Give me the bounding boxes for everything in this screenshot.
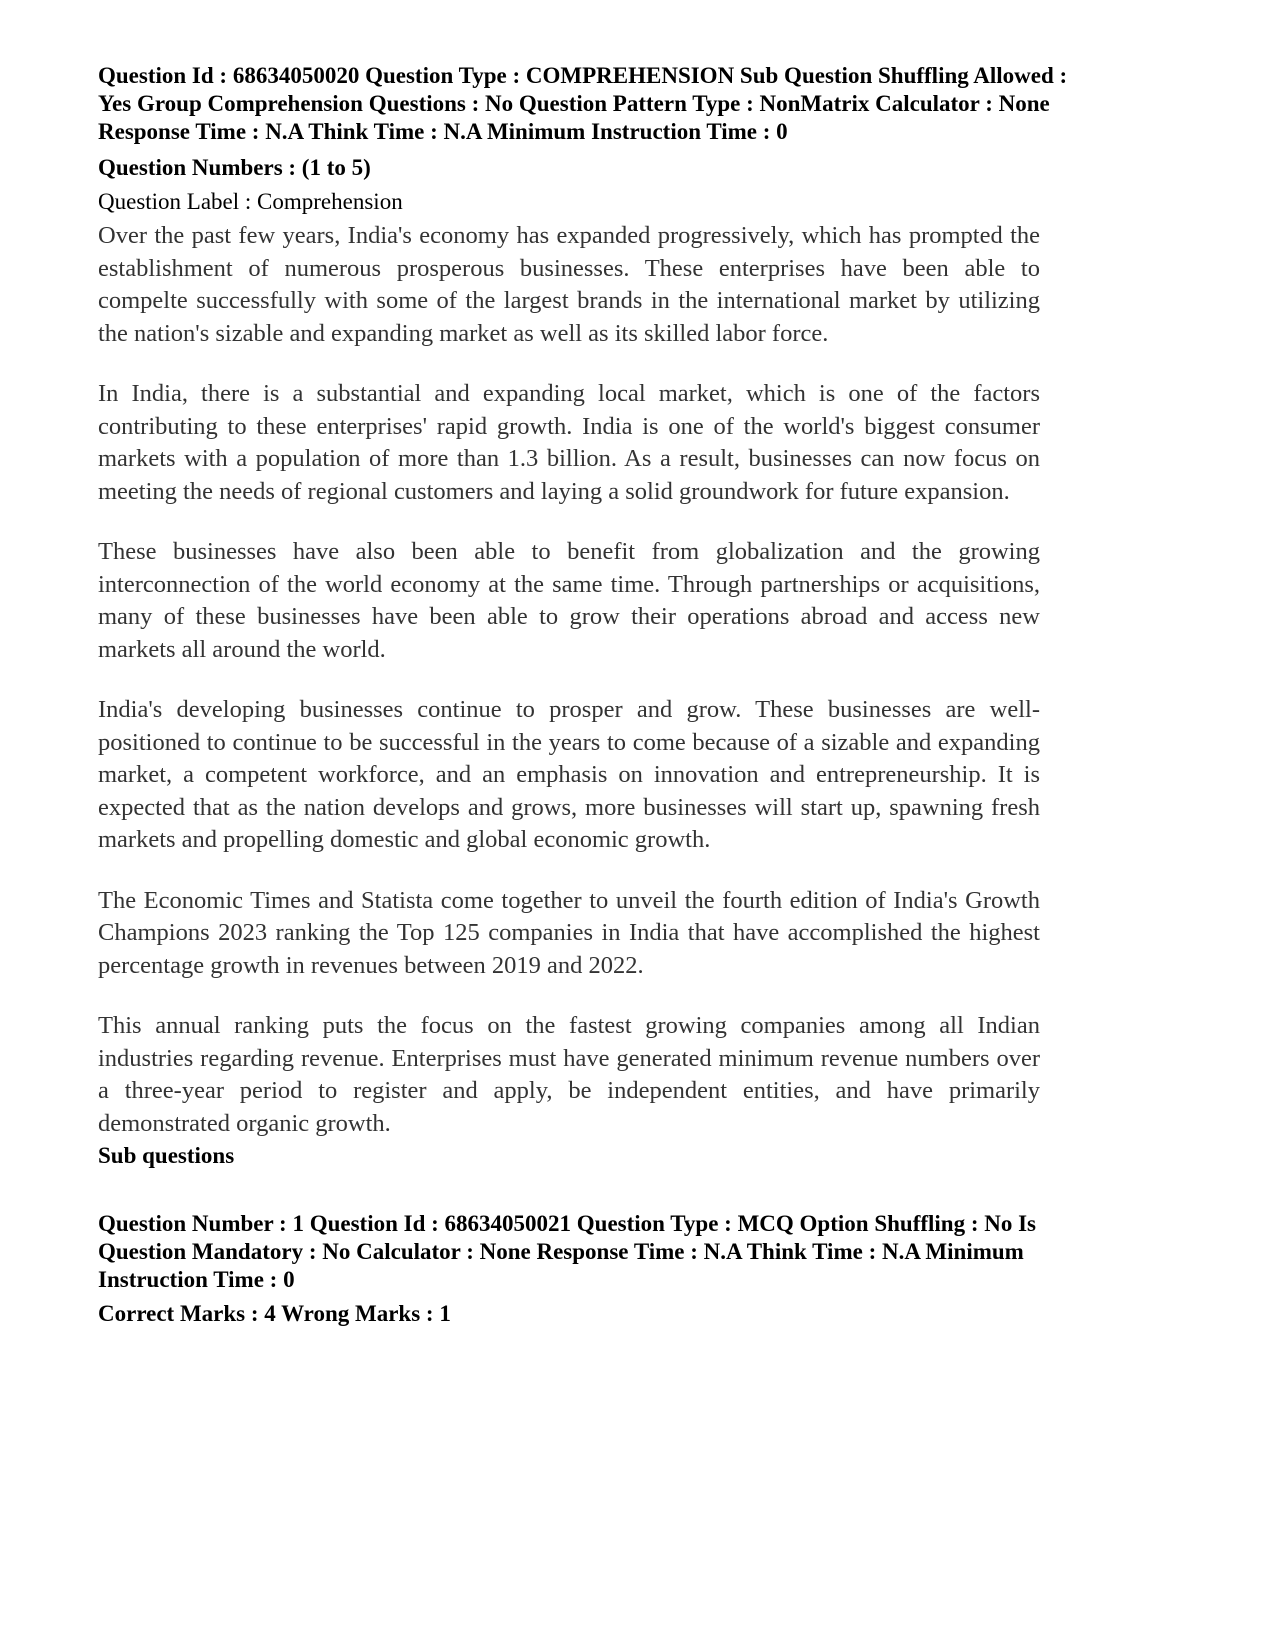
meta-line: Response Time : N.A Think Time : N.A Minimum Instruction Time : 0 — [98, 119, 788, 144]
comprehension-meta — [98, 62, 1178, 146]
comprehension-passage — [98, 220, 1040, 1140]
meta-line: Question Mandatory : No Calculator : None Response Time : N.A Think Time : N.A Minimum — [98, 1239, 1024, 1264]
question-1-marks: Correct Marks : 4 Wrong Marks : 1 — [98, 1301, 451, 1326]
passage-paragraph: In India, there is a substantial and expanding local market, which is one of the factors contributing to these enterprises' rapid growth. India is one of the world's biggest consumer markets with a population of more than 1.3 billion. As a result, businesses can now focus on meeting the needs of regional customers and laying a solid groundwork for future expansion. — [98, 380, 1040, 505]
meta-line: Instruction Time : 0 — [98, 1267, 295, 1292]
meta-line: Question Number : 1 Question Id : 68634050021 Question Type : MCQ Option Shuffling : No Is — [98, 1211, 1037, 1236]
passage-paragraph: These businesses have also been able to benefit from globalization and the growing interconnection of the world economy at the same time. Through partnerships or acquisitions, many of these businesses have been able to grow their operations abroad and access new markets all around the world. — [98, 538, 1040, 663]
document-page — [98, 62, 1178, 1328]
passage-paragraph: The Economic Times and Statista come together to unveil the fourth edition of India's Growth Champions 2023 ranking the Top 125 companies in India that have accomplished the highest percentage growth in revenues between 2019 and 2022. — [98, 886, 1040, 979]
passage-paragraph: India's developing businesses continue to prosper and grow. These businesses are well-positioned to continue to be successful in the years to come because of a sizable and expanding market, a competent workforce, and an emphasis on innovation and entrepreneurship. It is expected that as the nation develops and grows, more businesses will start up, spawning fresh markets and propelling domestic and global economic growth. — [98, 696, 1040, 853]
meta-line: Yes Group Comprehension Questions : No Question Pattern Type : NonMatrix Calculator : None — [98, 91, 1050, 116]
question-numbers: Question Numbers : (1 to 5) — [98, 155, 371, 180]
question-label: Question Label : Comprehension — [98, 189, 403, 214]
passage-paragraph: This annual ranking puts the focus on the fastest growing companies among all Indian industries regarding revenue. Enterprises must have generated minimum revenue numbers over a three-year period to register and apply, be independent entities, and have primarily demonstrated organic growth. — [98, 1012, 1040, 1137]
passage-paragraph: Over the past few years, India's economy has expanded progressively, which has prompted the establishment of numerous prosperous businesses. These enterprises have been able to compelte successfully with some of the largest brands in the international market by utilizing the nation's sizable and expanding market as well as its skilled labor force. — [98, 222, 1040, 347]
question-1-meta — [98, 1210, 1178, 1294]
sub-questions-heading: Sub questions — [98, 1143, 235, 1168]
meta-line: Question Id : 68634050020 Question Type : COMPREHENSION Sub Question Shuffling Allowed : — [98, 63, 1068, 88]
